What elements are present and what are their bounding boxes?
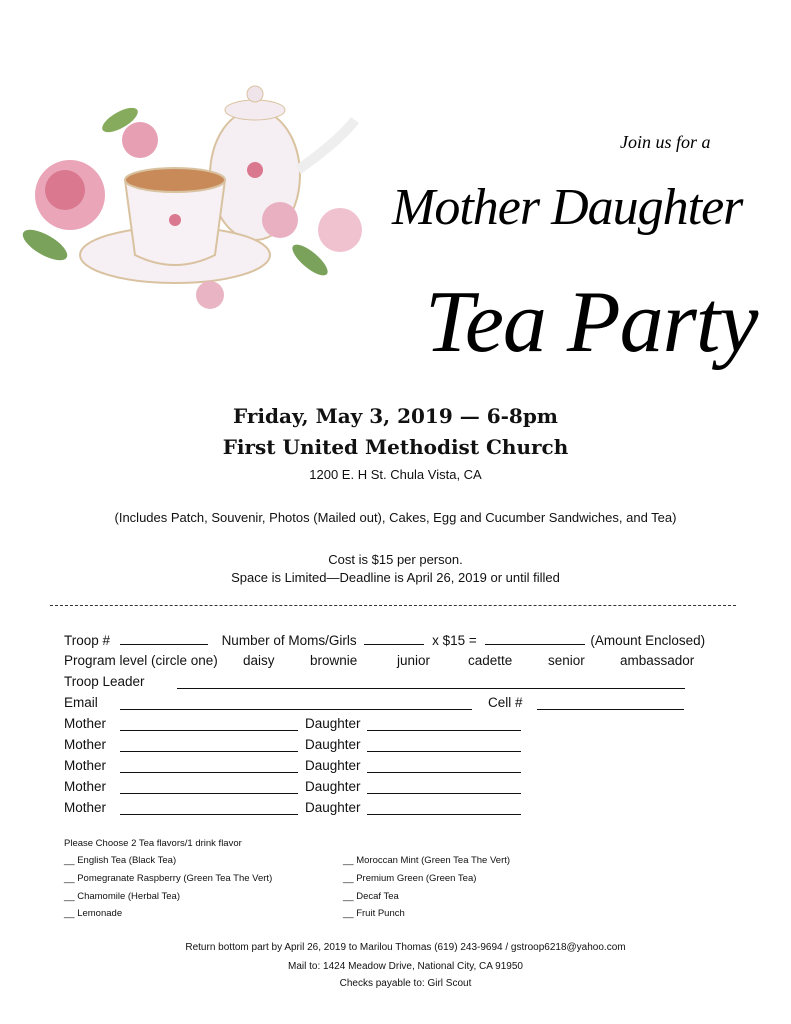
mother-label: Mother [64,779,107,794]
event-date: Friday, May 3, 2019 — 6-8pm [233,404,558,428]
troop-row [64,632,705,648]
mother-field[interactable] [120,802,298,815]
amount-label: (Amount Enclosed) [590,633,706,648]
intro-text: Join us for a [620,132,711,152]
event-venue: First United Methodist Church [222,435,569,459]
number-field[interactable] [364,632,424,645]
cell-label: Cell # [488,695,523,710]
level-junior[interactable]: junior [397,653,431,668]
footer-mail: Mail to: 1424 Meadow Drive, National City, CA 91950 [288,961,523,972]
leader-field[interactable] [177,676,685,689]
level-brownie[interactable]: brownie [310,653,358,668]
level-ambassador[interactable]: ambassador [620,653,695,668]
event-cost: Cost is $15 per person. [328,552,463,567]
email-field[interactable] [120,697,472,710]
email-label: Email [64,695,98,710]
title-line1: Mother Daughter [392,179,743,236]
flavor-option[interactable]: __ Premium Green (Green Tea) [343,873,477,884]
number-label: Number of Moms/Girls [221,633,357,648]
troop-field[interactable] [120,632,208,645]
daughter-label: Daughter [305,779,361,794]
flavor-option[interactable]: __ English Tea (Black Tea) [64,855,177,866]
daughter-field[interactable] [367,781,521,794]
flavor-option[interactable]: __ Lemonade [64,908,123,919]
mother-label: Mother [64,737,107,752]
troop-label: Troop # [64,633,111,648]
flavor-option[interactable]: __ Pomegranate Raspberry (Green Tea The Vert) [64,873,273,884]
event-includes: (Includes Patch, Souvenir, Photos (Mailed out), Cakes, Egg and Cucumber Sandwiches, and Tea) [114,510,677,525]
mother-field[interactable] [120,739,298,752]
event-address: 1200 E. H St. Chula Vista, CA [309,467,482,482]
daughter-field[interactable] [367,718,521,731]
flavor-option[interactable]: __ Moroccan Mint (Green Tea The Vert) [343,855,511,866]
mother-label: Mother [64,758,107,773]
flavor-option[interactable]: __ Fruit Punch [343,908,405,919]
teapot-illustration [10,80,400,320]
daughter-field[interactable] [367,802,521,815]
leader-label: Troop Leader [64,674,145,689]
daughter-label: Daughter [305,800,361,815]
daughter-label: Daughter [305,758,361,773]
cut-line [50,605,736,606]
mother-field[interactable] [120,781,298,794]
level-senior[interactable]: senior [548,653,585,668]
event-deadline: Space is Limited—Deadline is April 26, 2019 or until filled [231,570,560,585]
cell-field[interactable] [537,697,684,710]
level-cadette[interactable]: cadette [468,653,513,668]
mother-field[interactable] [120,718,298,731]
footer-return: Return bottom part by April 26, 2019 to Marilou Thomas (619) 243-9694 / gstroop6218@yahoo.com [185,942,626,953]
mother-field[interactable] [120,760,298,773]
footer-checks: Checks payable to: Girl Scout [339,978,472,989]
title-line2: Tea Party [425,274,758,371]
daughter-label: Daughter [305,716,361,731]
flavors-heading: Please Choose 2 Tea flavors/1 drink flavor [64,838,242,849]
daughter-field[interactable] [367,760,521,773]
level-daisy[interactable]: daisy [243,653,275,668]
daughter-field[interactable] [367,739,521,752]
flavor-option[interactable]: __ Chamomile (Herbal Tea) [64,891,180,902]
price-label: x $15 = [432,633,477,648]
amount-field[interactable] [485,632,585,645]
daughter-label: Daughter [305,737,361,752]
program-label: Program level (circle one) [64,653,218,668]
mother-label: Mother [64,800,107,815]
flavor-option[interactable]: __ Decaf Tea [343,891,399,902]
mother-label: Mother [64,716,107,731]
